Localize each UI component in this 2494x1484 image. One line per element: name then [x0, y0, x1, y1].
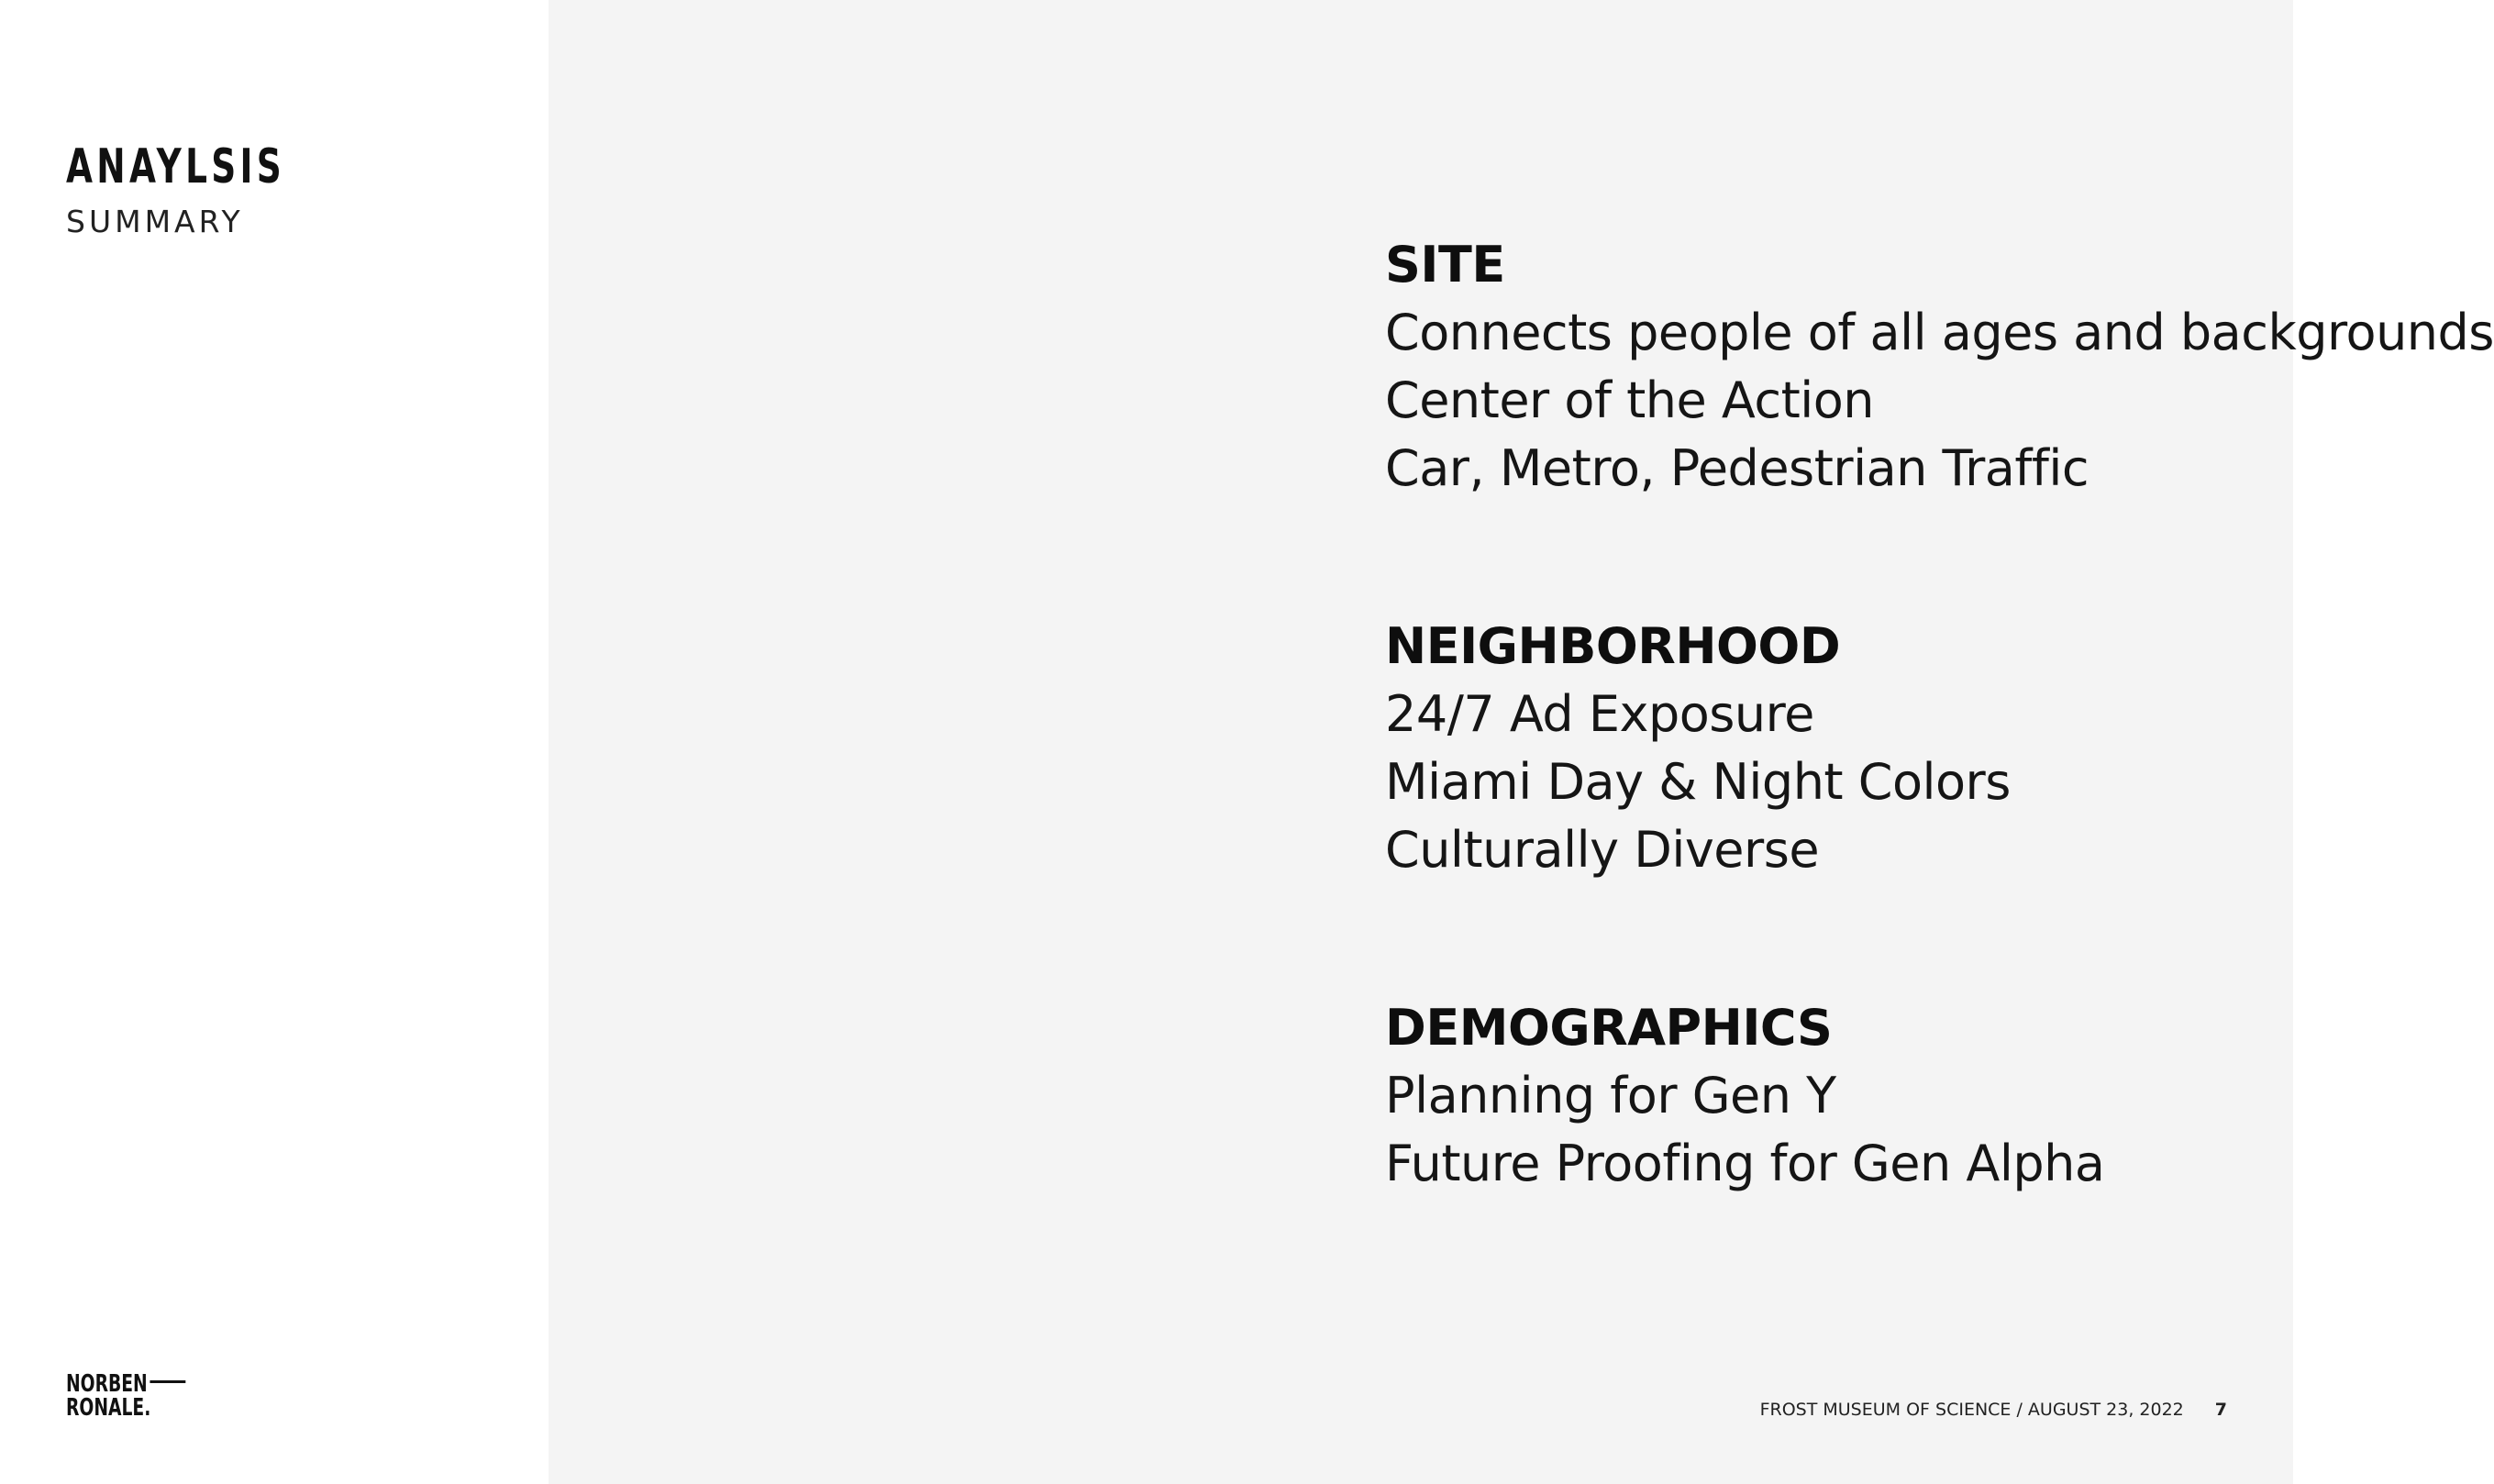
- logo-line-1: NORBEN: [66, 1370, 148, 1398]
- group-neighborhood: [1385, 613, 2494, 884]
- group-line: Planning for Gen Y: [1385, 1067, 1836, 1124]
- summary-content: [1385, 231, 2494, 1308]
- page-number: 7: [2214, 1400, 2227, 1420]
- logo-dash: [150, 1380, 186, 1383]
- group-heading: SITE: [1385, 236, 1505, 293]
- group-line: Future Proofing for Gen Alpha: [1385, 1135, 2105, 1192]
- group-demographics: [1385, 994, 2494, 1198]
- sidebar: [0, 0, 549, 1484]
- group-line: Culturally Diverse: [1385, 821, 1820, 879]
- group-heading: DEMOGRAPHICS: [1385, 999, 1833, 1057]
- company-logo: [66, 1372, 185, 1420]
- main-panel: [549, 0, 2494, 1484]
- group-line: 24/7 Ad Exposure: [1385, 685, 1814, 743]
- group-site: [1385, 231, 2494, 503]
- section-subtitle: SUMMARY: [66, 204, 244, 239]
- footer-text: FROST MUSEUM OF SCIENCE / AUGUST 23, 2022: [1759, 1400, 2184, 1420]
- group-line: Car, Metro, Pedestrian Traffic: [1385, 439, 2089, 497]
- footer: [1760, 1400, 2227, 1420]
- section-title: ANAYLSIS: [66, 139, 286, 194]
- group-line: Miami Day & Night Colors: [1385, 753, 2011, 811]
- group-line: Center of the Action: [1385, 371, 1875, 429]
- group-heading: NEIGHBORHOOD: [1385, 617, 1841, 675]
- group-line: Connects people of all ages and backgrounds: [1385, 304, 2494, 361]
- logo-line-2: RONALE.: [66, 1394, 151, 1422]
